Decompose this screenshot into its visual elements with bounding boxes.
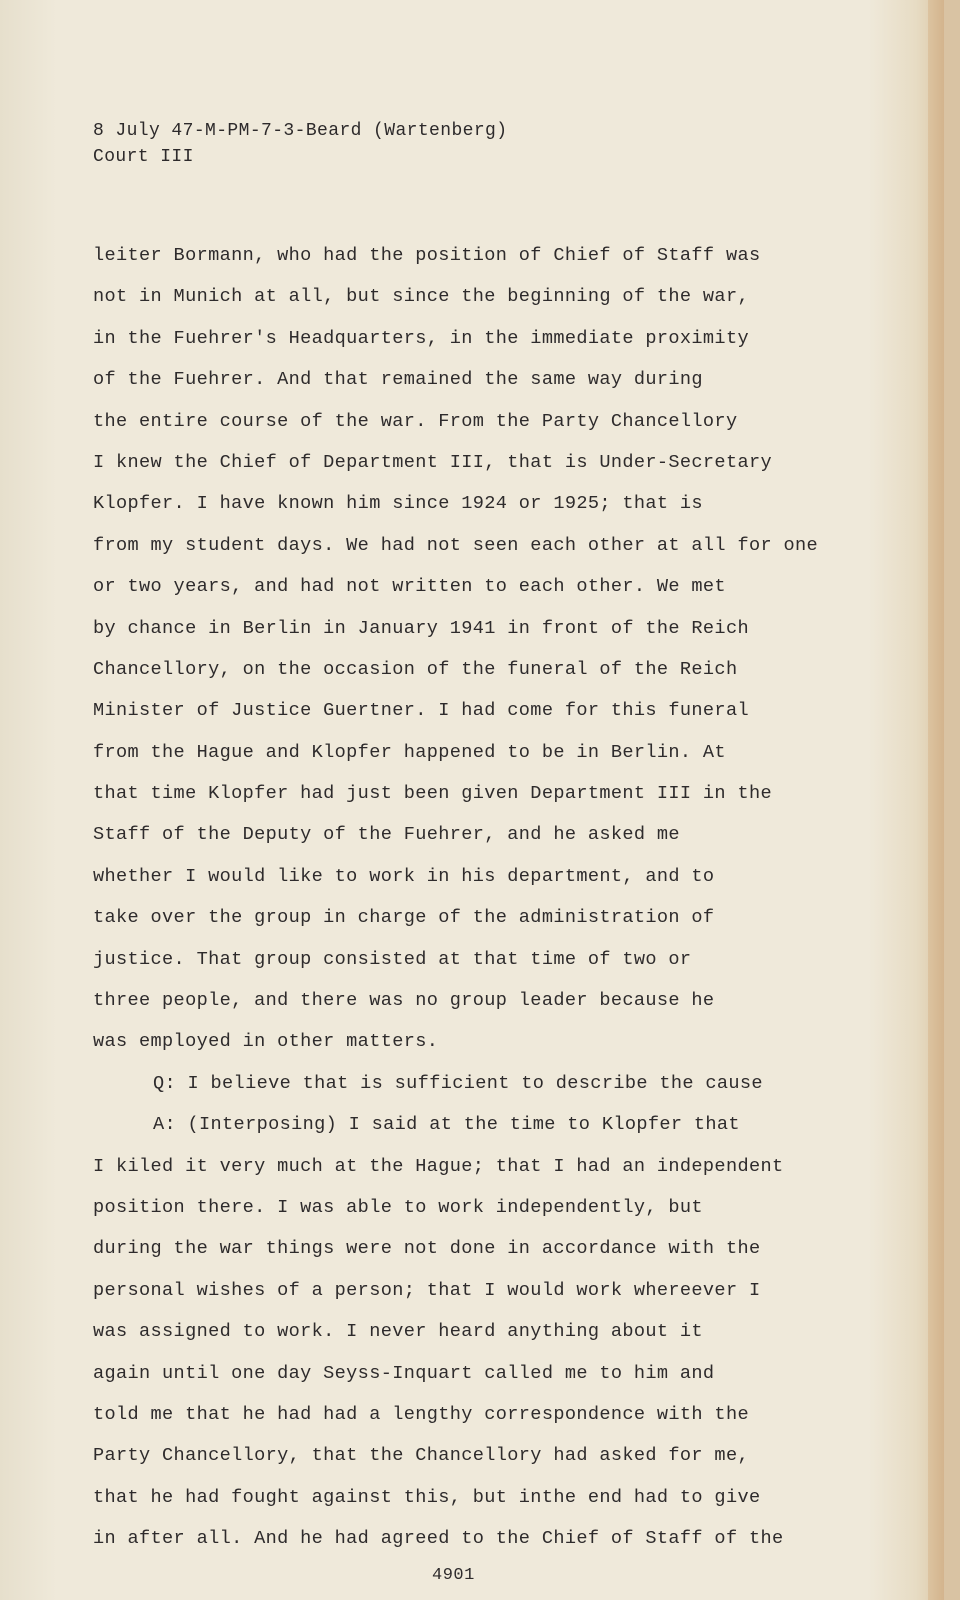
transcript-line: that he had fought against this, but inthe end had to give [93, 1486, 761, 1508]
page-number: 4901 [432, 1566, 475, 1585]
transcript-line: or two years, and had not written to each other. We met [93, 576, 726, 598]
transcript-line: Minister of Justice Guertner. I had come for this funeral [93, 700, 749, 722]
header-session-line: 8 July 47-M-PM-7-3-Beard (Wartenberg) [93, 121, 508, 141]
transcript-line: was assigned to work. I never heard anything about it [93, 1321, 703, 1343]
transcript-line: Chancellory, on the occasion of the funeral of the Reich [93, 658, 738, 680]
transcript-line: personal wishes of a person; that I would work whereever I [93, 1279, 761, 1301]
transcript-line: Klopfer. I have known him since 1924 or 1925; that is [93, 493, 703, 515]
document-header [93, 118, 507, 170]
question-line: Q: I believe that is sufficient to describe the cause [153, 1072, 763, 1094]
transcript-line: justice. That group consisted at that time of two or [93, 948, 692, 970]
transcript-line: whether I would like to work in his department, and to [93, 865, 715, 887]
transcript-line: from my student days. We had not seen each other at all for one [93, 534, 819, 556]
transcript-line: of the Fuehrer. And that remained the same way during [93, 369, 703, 391]
transcript-line: in after all. And he had agreed to the Chief of Staff of the [93, 1528, 784, 1550]
transcript-line: from the Hague and Klopfer happened to be in Berlin. At [93, 741, 726, 763]
paper-edge [928, 0, 944, 1600]
transcript-line: during the war things were not done in accordance with the [93, 1238, 761, 1260]
transcript-body [93, 235, 893, 1560]
transcript-line: told me that he had had a lengthy correspondence with the [93, 1403, 749, 1425]
header-court-line: Court III [93, 147, 194, 167]
transcript-line: that time Klopfer had just been given Department III in the [93, 783, 772, 805]
transcript-line: I knew the Chief of Department III, that is Under-Secretary [93, 451, 772, 473]
transcript-line: was employed in other matters. [93, 1031, 439, 1053]
transcript-line: by chance in Berlin in January 1941 in front of the Reich [93, 617, 749, 639]
transcript-line: the entire course of the war. From the Party Chancellory [93, 410, 738, 432]
transcript-line: Party Chancellory, that the Chancellory had asked for me, [93, 1445, 749, 1467]
answer-line: A: (Interposing) I said at the time to Klopfer that [153, 1114, 740, 1136]
transcript-line: again until one day Seyss-Inquart called me to him and [93, 1362, 715, 1384]
transcript-line: position there. I was able to work independently, but [93, 1196, 703, 1218]
transcript-line: in the Fuehrer's Headquarters, in the immediate proximity [93, 327, 749, 349]
transcript-line: take over the group in charge of the administration of [93, 907, 715, 929]
transcript-line: three people, and there was no group leader because he [93, 990, 715, 1012]
transcript-line: I kiled it very much at the Hague; that I had an independent [93, 1155, 784, 1177]
transcript-line: not in Munich at all, but since the beginning of the war, [93, 286, 749, 308]
transcript-line: leiter Bormann, who had the position of Chief of Staff was [93, 245, 761, 266]
transcript-line: Staff of the Deputy of the Fuehrer, and he asked me [93, 824, 680, 846]
